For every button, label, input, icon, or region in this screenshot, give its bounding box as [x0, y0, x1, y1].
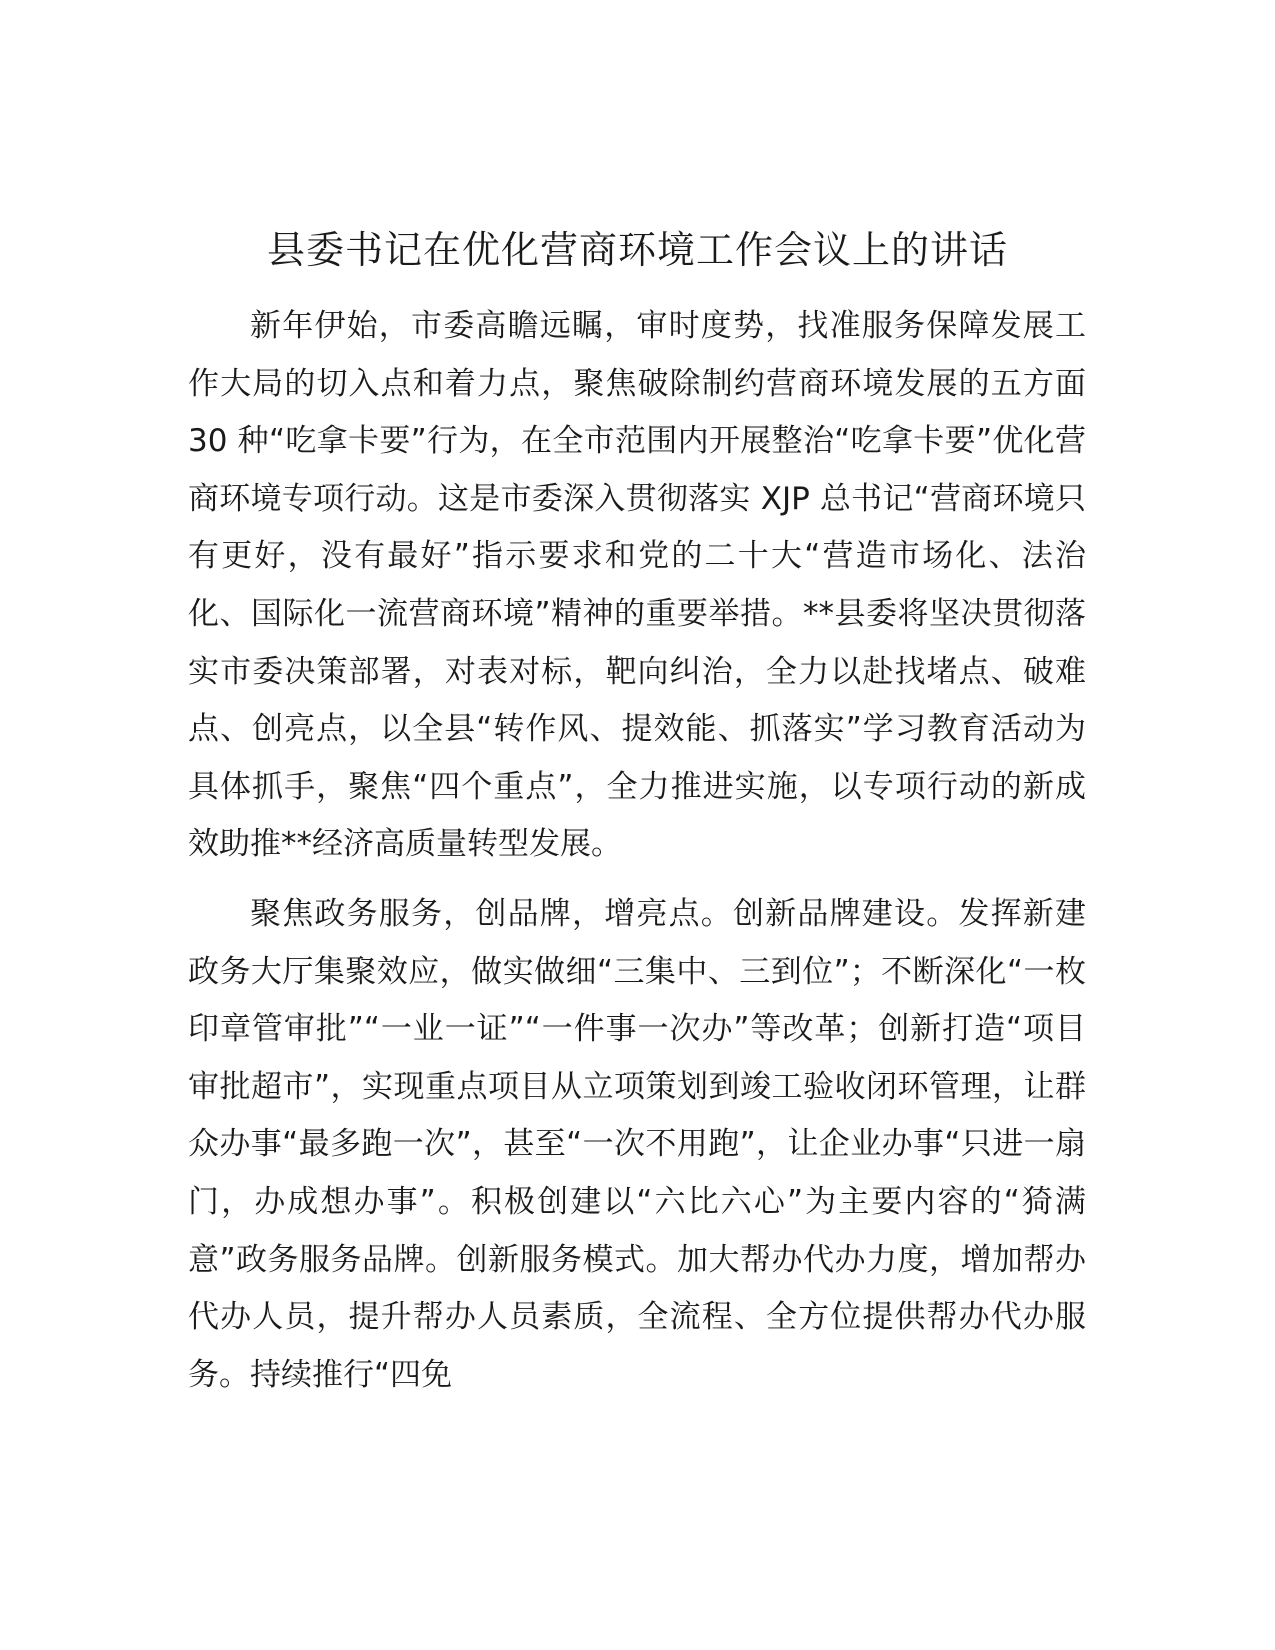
document-body	[188, 298, 1086, 1404]
document-title: 县委书记在优化营商环境工作会议上的讲话	[266, 228, 1008, 272]
body-paragraph-2: 聚焦政务服务，创品牌，增亮点。创新品牌建设。发挥新建政务大厅集聚效应，做实做细“三集中、三到位”；不断深化“一枚印章管审批”“一业一证”“一件事一次办”等改革；创新打造“项目审批超市”，实现重点项目从立项策划到竣工验收闭环管理，让群众办事“最多跑一次”，甚至“一次不用跑”，让企业办事“只进一扇门，办成想办事”。积极创建以“六比六心”为主要内容的“猗满意”政务服务品牌。创新服务模式。加大帮办代办力度，增加帮办代办人员，提升帮办人员素质，全流程、全方位提供帮办代办服务。持续推行“四免	[188, 895, 1086, 1393]
body-paragraph-1: 新年伊始，市委高瞻远瞩，审时度势，找准服务保障发展工作大局的切入点和着力点，聚焦破除制约营商环境发展的五方面 30 种“吃拿卡要”行为，在全市范围内开展整治“吃拿卡要”优化营商环境专项行动。这是市委深入贯彻落实 XJP 总书记“营商环境只有更好，没有最好”指示要求和党的二十大“营造市场化、法治化、国际化一流营商环境”精神的重要举措。**县委将坚决贯彻落实市委决策部署，对表对标，靶向纠治，全力以赴找堵点、破难点、创亮点，以全县“转作风、提效能、抓落实”学习教育活动为具体抓手，聚焦“四个重点”，全力推进实施，以专项行动的新成效助推**经济高质量转型发展。	[188, 308, 1086, 863]
